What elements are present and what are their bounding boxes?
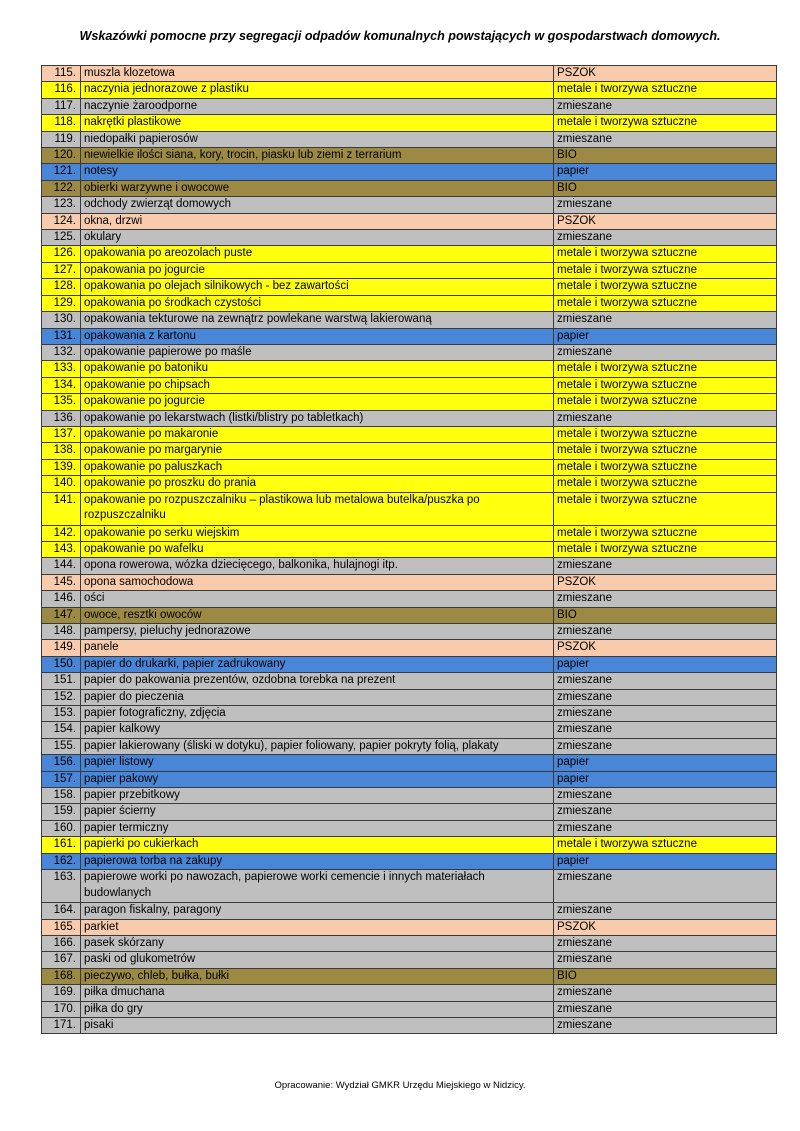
table-row — [42, 492, 777, 525]
waste-category: papier — [554, 755, 777, 771]
row-number: 119. — [42, 131, 81, 147]
row-number: 125. — [42, 230, 81, 246]
table-row — [42, 919, 777, 935]
waste-category: PSZOK — [554, 66, 777, 82]
waste-item: opakowanie po margarynie — [81, 443, 554, 459]
table-row — [42, 279, 777, 295]
waste-category: zmieszane — [554, 312, 777, 328]
row-number: 150. — [42, 656, 81, 672]
waste-category: zmieszane — [554, 1017, 777, 1033]
table-row — [42, 820, 777, 836]
waste-category: metale i tworzywa sztuczne — [554, 837, 777, 853]
waste-category: metale i tworzywa sztuczne — [554, 492, 777, 525]
row-number: 162. — [42, 853, 81, 869]
row-number: 136. — [42, 410, 81, 426]
table-row — [42, 656, 777, 672]
waste-category: metale i tworzywa sztuczne — [554, 246, 777, 262]
waste-item: piłka do gry — [81, 1001, 554, 1017]
waste-category: zmieszane — [554, 689, 777, 705]
row-number: 139. — [42, 459, 81, 475]
table-row — [42, 689, 777, 705]
waste-item: muszla klozetowa — [81, 66, 554, 82]
waste-category: zmieszane — [554, 98, 777, 114]
waste-item: opakowanie po serku wiejskim — [81, 525, 554, 541]
row-number: 155. — [42, 738, 81, 754]
table-row — [42, 66, 777, 82]
waste-item: opakowania po jogurcie — [81, 262, 554, 278]
waste-item: papier termiczny — [81, 820, 554, 836]
waste-item: pieczywo, chleb, bułka, bułki — [81, 968, 554, 984]
table-row — [42, 295, 777, 311]
waste-category: metale i tworzywa sztuczne — [554, 377, 777, 393]
waste-category: metale i tworzywa sztuczne — [554, 525, 777, 541]
row-number: 144. — [42, 558, 81, 574]
row-number: 161. — [42, 837, 81, 853]
waste-category: metale i tworzywa sztuczne — [554, 82, 777, 98]
waste-category: papier — [554, 771, 777, 787]
row-number: 117. — [42, 98, 81, 114]
row-number: 158. — [42, 788, 81, 804]
waste-item: opakowanie po lekarstwach (listki/blistry po tabletkach) — [81, 410, 554, 426]
table-row — [42, 262, 777, 278]
table-row — [42, 903, 777, 919]
table-row — [42, 410, 777, 426]
table-row — [42, 755, 777, 771]
waste-category: papier — [554, 656, 777, 672]
waste-category: papier — [554, 853, 777, 869]
waste-item: panele — [81, 640, 554, 656]
table-row — [42, 1017, 777, 1033]
row-number: 146. — [42, 591, 81, 607]
waste-category: PSZOK — [554, 640, 777, 656]
waste-item: pampersy, pieluchy jednorazowe — [81, 624, 554, 640]
row-number: 163. — [42, 870, 81, 903]
waste-category: metale i tworzywa sztuczne — [554, 115, 777, 131]
waste-item: papier do pieczenia — [81, 689, 554, 705]
table-row — [42, 968, 777, 984]
table-row — [42, 443, 777, 459]
waste-category: BIO — [554, 148, 777, 164]
row-number: 118. — [42, 115, 81, 131]
waste-item: opakowanie po jogurcie — [81, 394, 554, 410]
waste-category: metale i tworzywa sztuczne — [554, 361, 777, 377]
waste-category: zmieszane — [554, 230, 777, 246]
waste-item: niedopałki papierosów — [81, 131, 554, 147]
row-number: 152. — [42, 689, 81, 705]
table-row — [42, 853, 777, 869]
row-number: 148. — [42, 624, 81, 640]
waste-item: papier do drukarki, papier zadrukowany — [81, 656, 554, 672]
waste-category: zmieszane — [554, 131, 777, 147]
waste-item: piłka dmuchana — [81, 985, 554, 1001]
waste-item: owoce, resztki owoców — [81, 607, 554, 623]
waste-item: opakowania po środkach czystości — [81, 295, 554, 311]
table-row — [42, 837, 777, 853]
row-number: 154. — [42, 722, 81, 738]
table-row — [42, 788, 777, 804]
waste-category: metale i tworzywa sztuczne — [554, 394, 777, 410]
row-number: 134. — [42, 377, 81, 393]
table-row — [42, 377, 777, 393]
row-number: 120. — [42, 148, 81, 164]
waste-category: papier — [554, 164, 777, 180]
table-row — [42, 624, 777, 640]
row-number: 159. — [42, 804, 81, 820]
waste-item: ości — [81, 591, 554, 607]
waste-item: papier fotograficzny, zdjęcia — [81, 706, 554, 722]
waste-item: nakrętki plastikowe — [81, 115, 554, 131]
waste-category: metale i tworzywa sztuczne — [554, 541, 777, 557]
waste-item: papierowa torba na zakupy — [81, 853, 554, 869]
waste-category: zmieszane — [554, 820, 777, 836]
table-row — [42, 197, 777, 213]
waste-category: zmieszane — [554, 788, 777, 804]
row-number: 142. — [42, 525, 81, 541]
row-number: 128. — [42, 279, 81, 295]
waste-category: zmieszane — [554, 935, 777, 951]
row-number: 171. — [42, 1017, 81, 1033]
footer-note: Opracowanie: Wydział GMKR Urzędu Miejskiego w Nidzicy. — [274, 1080, 526, 1091]
waste-item: papier listowy — [81, 755, 554, 771]
row-number: 168. — [42, 968, 81, 984]
row-number: 164. — [42, 903, 81, 919]
row-number: 116. — [42, 82, 81, 98]
page-title: Wskazówki pomocne przy segregacji odpadów komunalnych powstających w gospodarstwach domowych. — [79, 29, 721, 43]
waste-item: opakowania tekturowe na zewnątrz powlekane warstwą lakierowaną — [81, 312, 554, 328]
waste-category: zmieszane — [554, 903, 777, 919]
waste-table-body — [42, 66, 777, 1034]
table-row — [42, 673, 777, 689]
table-row — [42, 640, 777, 656]
table-row — [42, 459, 777, 475]
waste-item: opakowanie po rozpuszczalniku – plastikowa lub metalowa butelka/puszka po rozpuszczalniku — [81, 492, 554, 525]
table-row — [42, 115, 777, 131]
waste-item: opona samochodowa — [81, 574, 554, 590]
waste-item: naczynia jednorazowe z plastiku — [81, 82, 554, 98]
table-row — [42, 804, 777, 820]
table-row — [42, 213, 777, 229]
row-number: 167. — [42, 952, 81, 968]
waste-item: papierowe worki po nawozach, papierowe worki cemencie i innych materiałach budowlanych — [81, 870, 554, 903]
waste-category: zmieszane — [554, 197, 777, 213]
waste-item: opona rowerowa, wózka dziecięcego, balkonika, hulajnogi itp. — [81, 558, 554, 574]
waste-category: zmieszane — [554, 952, 777, 968]
waste-category: PSZOK — [554, 919, 777, 935]
table-row — [42, 180, 777, 196]
waste-category: zmieszane — [554, 624, 777, 640]
row-number: 127. — [42, 262, 81, 278]
table-row — [42, 935, 777, 951]
waste-item: pisaki — [81, 1017, 554, 1033]
waste-item: papier przebitkowy — [81, 788, 554, 804]
waste-category: papier — [554, 328, 777, 344]
table-row — [42, 952, 777, 968]
waste-item: opakowania po olejach silnikowych - bez zawartości — [81, 279, 554, 295]
waste-item: okulary — [81, 230, 554, 246]
waste-item: paski od glukometrów — [81, 952, 554, 968]
waste-item: opakowanie papierowe po maśle — [81, 344, 554, 360]
table-row — [42, 558, 777, 574]
row-number: 169. — [42, 985, 81, 1001]
table-row — [42, 706, 777, 722]
waste-sorting-table — [41, 65, 777, 1034]
table-row — [42, 361, 777, 377]
row-number: 160. — [42, 820, 81, 836]
row-number: 129. — [42, 295, 81, 311]
table-row — [42, 541, 777, 557]
row-number: 133. — [42, 361, 81, 377]
table-row — [42, 246, 777, 262]
waste-category: BIO — [554, 607, 777, 623]
table-row — [42, 131, 777, 147]
row-number: 121. — [42, 164, 81, 180]
row-number: 140. — [42, 476, 81, 492]
table-row — [42, 82, 777, 98]
waste-category: metale i tworzywa sztuczne — [554, 279, 777, 295]
waste-item: opakowanie po chipsach — [81, 377, 554, 393]
table-row — [42, 574, 777, 590]
waste-item: papierki po cukierkach — [81, 837, 554, 853]
waste-item: papier kalkowy — [81, 722, 554, 738]
waste-item: odchody zwierząt domowych — [81, 197, 554, 213]
waste-item: opakowania po areozolach puste — [81, 246, 554, 262]
waste-item: opakowanie po makaronie — [81, 426, 554, 442]
table-row — [42, 328, 777, 344]
table-row — [42, 722, 777, 738]
table-row — [42, 985, 777, 1001]
waste-category: metale i tworzywa sztuczne — [554, 476, 777, 492]
waste-item: opakowanie po proszku do prania — [81, 476, 554, 492]
waste-category: metale i tworzywa sztuczne — [554, 443, 777, 459]
row-number: 165. — [42, 919, 81, 935]
waste-category: metale i tworzywa sztuczne — [554, 262, 777, 278]
waste-category: BIO — [554, 180, 777, 196]
waste-category: zmieszane — [554, 1001, 777, 1017]
row-number: 145. — [42, 574, 81, 590]
row-number: 138. — [42, 443, 81, 459]
waste-item: paragon fiskalny, paragony — [81, 903, 554, 919]
row-number: 123. — [42, 197, 81, 213]
row-number: 143. — [42, 541, 81, 557]
table-row — [42, 426, 777, 442]
table-row — [42, 312, 777, 328]
waste-item: obierki warzywne i owocowe — [81, 180, 554, 196]
row-number: 151. — [42, 673, 81, 689]
row-number: 137. — [42, 426, 81, 442]
row-number: 122. — [42, 180, 81, 196]
table-row — [42, 344, 777, 360]
waste-category: PSZOK — [554, 213, 777, 229]
waste-category: zmieszane — [554, 410, 777, 426]
waste-item: naczynie żaroodporne — [81, 98, 554, 114]
waste-category: zmieszane — [554, 673, 777, 689]
waste-item: pasek skórzany — [81, 935, 554, 951]
table-row — [42, 738, 777, 754]
waste-item: papier lakierowany (śliski w dotyku), papier foliowany, papier pokryty folią, plakaty — [81, 738, 554, 754]
row-number: 170. — [42, 1001, 81, 1017]
waste-category: BIO — [554, 968, 777, 984]
table-row — [42, 476, 777, 492]
table-row — [42, 870, 777, 903]
waste-item: okna, drzwi — [81, 213, 554, 229]
waste-category: zmieszane — [554, 706, 777, 722]
row-number: 124. — [42, 213, 81, 229]
table-row — [42, 98, 777, 114]
waste-category: metale i tworzywa sztuczne — [554, 295, 777, 311]
table-row — [42, 525, 777, 541]
waste-item: papier ścierny — [81, 804, 554, 820]
waste-category: zmieszane — [554, 804, 777, 820]
table-row — [42, 394, 777, 410]
row-number: 126. — [42, 246, 81, 262]
row-number: 149. — [42, 640, 81, 656]
waste-item: opakowanie po wafelku — [81, 541, 554, 557]
waste-item: opakowanie po paluszkach — [81, 459, 554, 475]
waste-item: opakowanie po batoniku — [81, 361, 554, 377]
table-row — [42, 230, 777, 246]
row-number: 147. — [42, 607, 81, 623]
row-number: 141. — [42, 492, 81, 525]
waste-category: zmieszane — [554, 722, 777, 738]
waste-item: niewielkie ilości siana, kory, trocin, piasku lub ziemi z terrarium — [81, 148, 554, 164]
row-number: 130. — [42, 312, 81, 328]
waste-table-wrapper — [41, 65, 776, 1034]
waste-item: opakowania z kartonu — [81, 328, 554, 344]
waste-item: notesy — [81, 164, 554, 180]
row-number: 135. — [42, 394, 81, 410]
row-number: 153. — [42, 706, 81, 722]
table-row — [42, 1001, 777, 1017]
waste-category: PSZOK — [554, 574, 777, 590]
table-row — [42, 591, 777, 607]
waste-item: parkiet — [81, 919, 554, 935]
waste-category: zmieszane — [554, 870, 777, 903]
waste-category: zmieszane — [554, 344, 777, 360]
row-number: 132. — [42, 344, 81, 360]
waste-category: zmieszane — [554, 985, 777, 1001]
waste-item: papier do pakowania prezentów, ozdobna torebka na prezent — [81, 673, 554, 689]
row-number: 156. — [42, 755, 81, 771]
table-row — [42, 607, 777, 623]
waste-category: zmieszane — [554, 558, 777, 574]
row-number: 166. — [42, 935, 81, 951]
row-number: 131. — [42, 328, 81, 344]
waste-category: metale i tworzywa sztuczne — [554, 426, 777, 442]
row-number: 115. — [42, 66, 81, 82]
waste-category: metale i tworzywa sztuczne — [554, 459, 777, 475]
waste-category: zmieszane — [554, 738, 777, 754]
table-row — [42, 164, 777, 180]
waste-category: zmieszane — [554, 591, 777, 607]
table-row — [42, 148, 777, 164]
table-row — [42, 771, 777, 787]
waste-item: papier pakowy — [81, 771, 554, 787]
row-number: 157. — [42, 771, 81, 787]
